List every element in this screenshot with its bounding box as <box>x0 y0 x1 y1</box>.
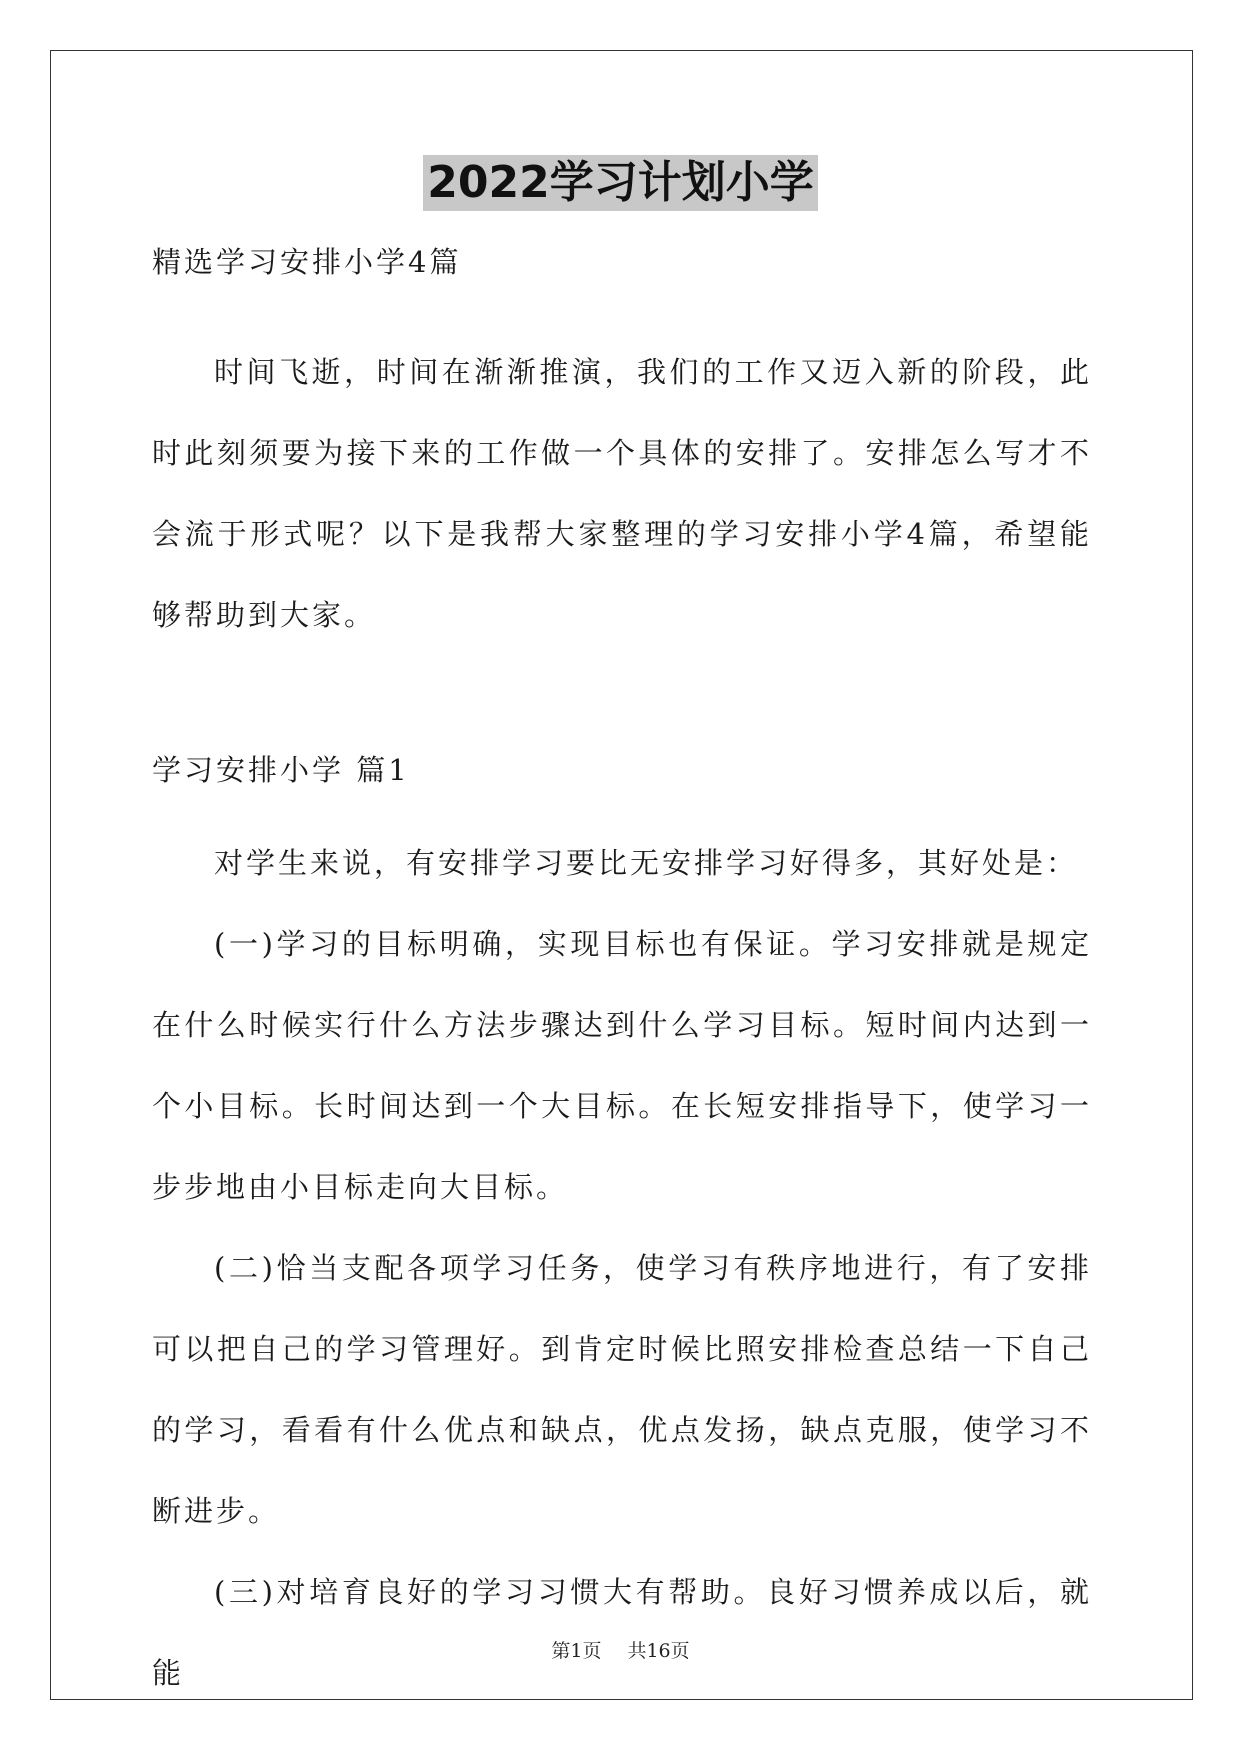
body-paragraph-1: 对学生来说，有安排学习要比无安排学习好得多，其好处是： <box>214 846 1079 880</box>
page-number: 第1页 <box>551 1640 602 1662</box>
body-paragraph-3: (二)恰当支配各项学习任务，使学习有秩序地进行，有了安排可以把自己的学习管理好。到肯定时候比照安排检查总结一下自己的学习，看看有什么优点和缺点，优点发扬，缺点克服，使学习不断进步。 <box>152 1251 1092 1528</box>
body-paragraph-4: (三)对培育良好的学习习惯大有帮助。良好习惯养成以后，就能 <box>152 1575 1092 1690</box>
document-subtitle: 精选学习安排小学4篇 <box>152 245 462 279</box>
section-heading: 学习安排小学 篇1 <box>152 753 410 787</box>
document-title: 2022学习计划小学 <box>423 155 817 211</box>
intro-block <box>152 332 1092 656</box>
page-footer <box>0 1636 1241 1663</box>
page-total: 共16页 <box>627 1640 690 1662</box>
body-block <box>152 823 1092 1714</box>
body-paragraph-2: (一)学习的目标明确，实现目标也有保证。学习安排就是规定在什么时候实行什么方法步骤达到什么学习目标。短时间内达到一个小目标。长时间达到一个大目标。在长短安排指导下，使学习一步步地由小目标走向大目标。 <box>152 927 1092 1204</box>
title-container <box>0 155 1241 211</box>
intro-paragraph: 时间飞逝，时间在渐渐推演，我们的工作又迈入新的阶段，此时此刻须要为接下来的工作做一个具体的安排了。安排怎么写才不会流于形式呢？以下是我帮大家整理的学习安排小学4篇，希望能够帮助到大家。 <box>152 355 1092 632</box>
